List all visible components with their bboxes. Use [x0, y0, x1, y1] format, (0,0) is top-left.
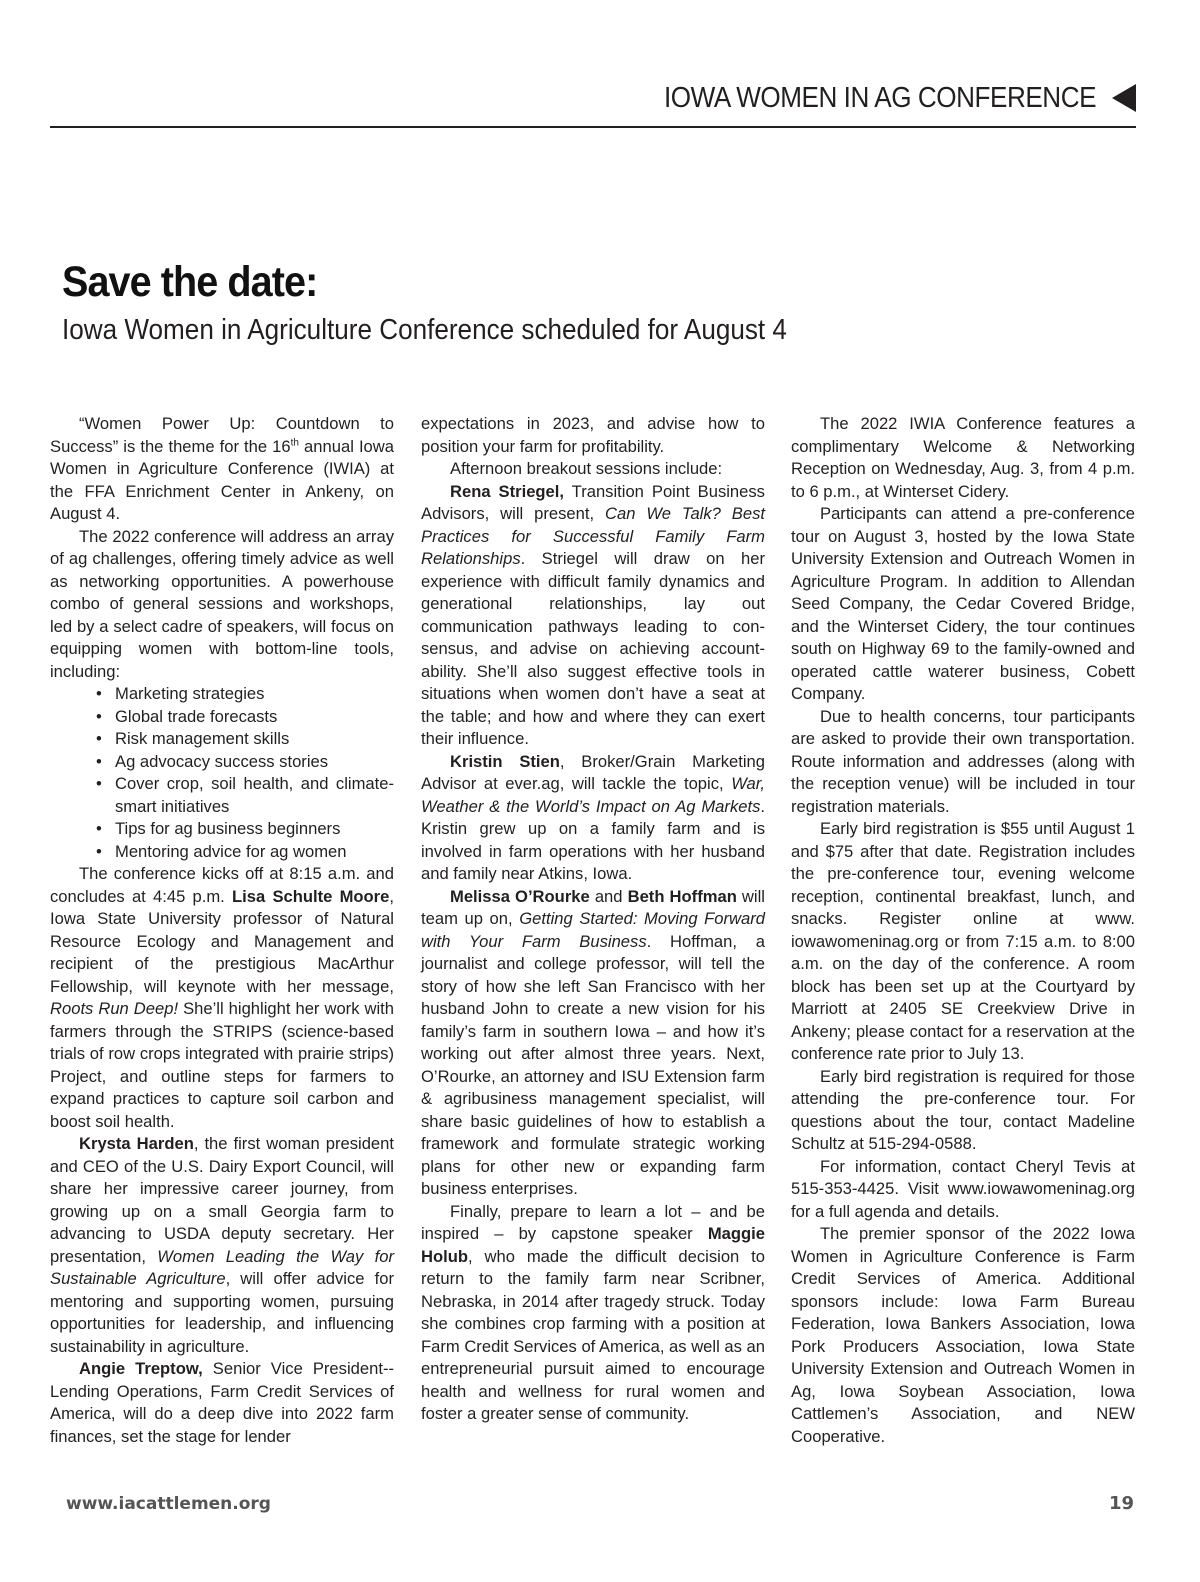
session-title: Getting Started: Moving Forward with Your Farm Business [421, 909, 766, 951]
speaker-name: Melissa O’Rourke [450, 886, 590, 906]
paragraph: Early bird registration is $55 until August 1 and $75 after that date. Registration includes the pre-conference tour, evening welcome reception, continental breakfast, lunch, and snacks. Register online at www.​iowawomeninag.org or from 7:15 a.m. to 8:00 a.m. on the day of the conference. A room block has been set up at the Courtyard by Marriott at 2405 SE Creekview Drive in Ankeny; please contact for a reservation at the conference rate prior to July 13. [791, 819, 1135, 1063]
paragraph: The 2022 IWIA Conference features a complimentary Welcome & Networking Reception on Wednesday, Aug. 3, from 4 p.m. to 6 p.m., at Winterset Cidery. [791, 414, 1135, 501]
speaker-name: Kristin Stien [450, 751, 560, 771]
paragraph: Rena Striegel, Transition Point Business Advisors, will present, Can We Talk? Best Practices for Successful Family Farm Relationships. Striegel will draw on her experience with difficult family dynamics and generational relationships, lay out communication pathways leading to consensus, and advise on achieving accountability. She’ll also suggest effective tools in situations when women don’t have a seat at the table; and how and where they can exert their influence. [421, 481, 766, 748]
left-triangle-icon [1112, 84, 1136, 112]
session-title: War, Weather & the World’s Impact on Ag Markets [421, 774, 765, 816]
paragraph: Kristin Stien, Broker/Grain Marketing Advisor at ever.ag, will tackle the topic, War, Weather & the World’s Impact on Ag Markets. Kristin grew up on a family farm and is involved in farm operations with her husband and family near Atkins, Iowa. [421, 751, 765, 883]
header-rule [50, 126, 1136, 128]
session-title: Can We Talk? Best Practices for Successful Family Farm Relationships [421, 504, 766, 568]
speaker-name: Beth Hoffman [627, 886, 737, 906]
list-item: • Global trade forecasts [96, 706, 394, 729]
footer-url: www.iacattlemen.org [66, 1494, 271, 1514]
paragraph: “Women Power Up: Countdown to Success” is the theme for the 16th annual Iowa Women in Agriculture Conference (IWIA) at the FFA Enrichment Center in Ankeny, on August 4. [50, 414, 394, 523]
article-headline: Save the date: [62, 258, 318, 306]
section-label: IOWA WOMEN IN AG CONFERENCE [663, 81, 1096, 114]
speaker-name: Maggie Holub [421, 1224, 765, 1266]
running-head [616, 78, 1136, 118]
list-item: • Risk management skills [96, 728, 394, 751]
topics-list [50, 683, 394, 863]
paragraph: The premier sponsor of the 2022 Iowa Women in Agriculture Conference is Farm Credit Services of America. Additional sponsors include: Iowa Farm Bureau Federation, Iowa Bankers Association, Iowa Pork Producers Association, Iowa State University Extension and Outreach Women in Ag, Iowa Soybean Association, Iowa Cattlemen’s Association, and NEW Cooperative. [791, 1224, 1135, 1446]
list-item: • Ag advocacy success stories [96, 751, 394, 774]
speaker-name: Angie Treptow, [79, 1359, 203, 1378]
paragraph: expectations in 2023, and advise how to position your farm for profitability. [421, 414, 765, 456]
column-3 [791, 413, 1135, 1448]
speaker-name: Krysta Harden [79, 1134, 194, 1153]
paragraph: Participants can attend a pre-conference tour on August 3, hosted by the Iowa State University Extension and Outreach Women in Agriculture Program. In addition to Allendan Seed Company, the Cedar Covered Bridge, and the Winterset Cidery, the tour continues south on Highway 69 to the family-owned and operated cattle waterer business, Cobett Company. [791, 504, 1135, 703]
paragraph: For information, contact Cheryl Tevis at 515-353-4425. Visit www.iowawomeninag.​org for a full agenda and details. [791, 1156, 1135, 1221]
paragraph: The 2022 conference will address an array of ag challenges, offering timely advice as well as networking opportunities. A powerhouse combo of general sessions and workshops, led by a select cadre of speakers, will focus on equipping women with bottom-line tools, including: [50, 526, 394, 681]
list-item: • Mentoring advice for ag women [96, 841, 394, 864]
session-title: Roots Run Deep! [50, 999, 179, 1018]
speaker-name: Rena Striegel, [450, 481, 565, 501]
column-1 [50, 413, 394, 1448]
paragraph: The conference kicks off at 8:15 a.m. and concludes at 4:45 p.m. Lisa Schulte Moore, Iowa State University professor of Natural Resource Ecology and Management and recipient of the prestigious MacArthur Fellowship, will keynote with her message, Roots Run Deep! She’ll highlight her work with farmers through the STRIPS (science-based trials of row crops integrated with prairie strips) Project, and outline steps for farmers to expand practices to capture soil carbon and boost soil health. [50, 864, 394, 1131]
paragraph: Krysta Harden, the first woman president and CEO of the U.S. Dairy Export Council, will share her impressive career journey, from growing up on a small Georgia farm to advancing to USDA deputy secretary. Her presentation, Women Leading the Way for Sustainable Agriculture, will offer advice for mentoring and supporting women, pursuing opportunities for leadership, and influencing sustainability in agriculture. [50, 1134, 394, 1356]
list-item: • Tips for ag business beginners [96, 818, 394, 841]
paragraph: Afternoon breakout sessions include: [450, 459, 723, 478]
paragraph: Due to health concerns, tour participants are asked to provide their own transportation. Route information and addresses (along with the reception venue) will be included in tour registration materials. [791, 706, 1135, 816]
paragraph: Early bird registration is required for those attending the pre-conference tour. For questions about the tour, contact Madeline Schultz at 515-294-0588. [791, 1066, 1135, 1153]
paragraph: Finally, prepare to learn a lot – and be inspired – by capstone speaker Maggie Holub, who made the difficult decision to return to the family farm near Scribner, Nebraska, in 2014 after tragedy struck. Today she combines crop farming with a position at Farm Credit Services of America, as well as an entrepreneurial pursuit aimed to encourage health and wellness for rural women and foster a greater sense of community. [421, 1201, 765, 1423]
column-2 [421, 413, 765, 1426]
page-number: 19 [1108, 1493, 1134, 1514]
speaker-name: Lisa Schulte Moore [232, 886, 390, 906]
list-item: • Cover crop, soil health, and climate-smart initiatives [96, 773, 394, 818]
session-title: Women Leading the Way for Sustainable Agriculture [50, 1246, 394, 1288]
paragraph: Angie Treptow, Senior Vice President--Lending Operations, Farm Credit Services of America, will do a deep dive into 2022 farm finances, set the stage for lender [50, 1359, 394, 1446]
paragraph: Melissa O’Rourke and Beth Hoffman will team up on, Getting Started: Moving Forward with Your Farm Business. Hoffman, a journalist and college professor, will tell the story of how she left San Francisco with her husband John to create a new vision for his family’s farm in southern Iowa – and how it’s working out after almost three years. Next, O’Rourke, an attorney and ISU Extension farm & agribusiness management specialist, will share basic guidelines of how to establish a framework and formulate strategic working plans for other new or expanding farm business enterprises. [421, 886, 766, 1198]
article-deck: Iowa Women in Agriculture Conference scheduled for August 4 [62, 314, 787, 346]
list-item: • Marketing strategies [96, 683, 394, 706]
